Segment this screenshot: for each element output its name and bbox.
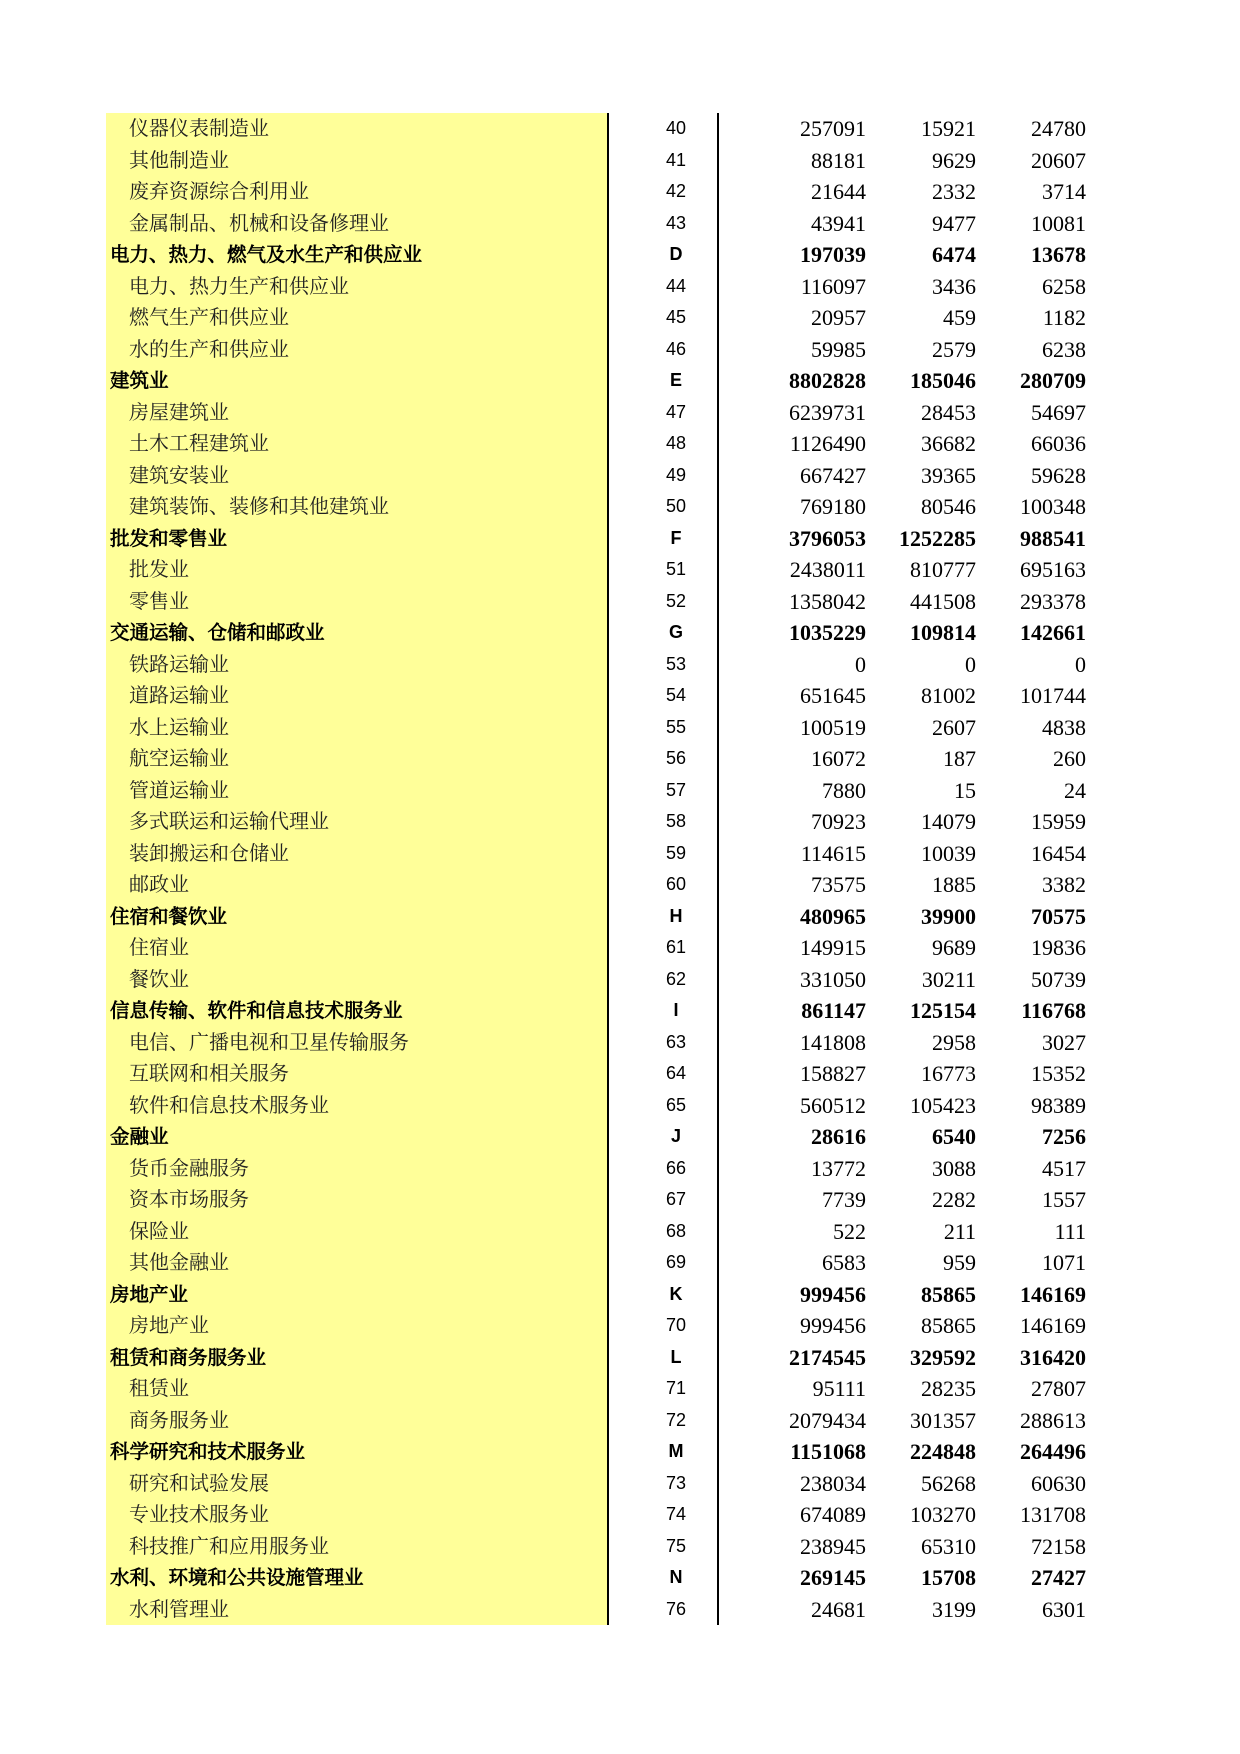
value-col-3-cell: 27807 xyxy=(1031,1376,1086,1401)
industry-name-cell: 商务服务业 xyxy=(129,1407,229,1432)
value-col-2-cell: 39900 xyxy=(921,903,976,929)
industry-code-cell: 58 xyxy=(665,811,687,831)
industry-name-cell: 租赁业 xyxy=(129,1376,189,1400)
value-col-2-cell: 2607 xyxy=(932,714,976,740)
table-row xyxy=(106,806,1106,838)
industry-name-cell: 房屋建筑业 xyxy=(129,399,229,424)
value-col-1-cell: 0 xyxy=(855,651,866,677)
industry-code-cell: 41 xyxy=(665,149,687,170)
value-col-2-cell: 16773 xyxy=(921,1061,976,1086)
industry-name-cell: 土木工程建筑业 xyxy=(129,431,269,455)
industry-name-cell: 住宿和餐饮业 xyxy=(110,904,228,928)
industry-name-cell: 房地产业 xyxy=(129,1313,209,1337)
industry-code-cell: 71 xyxy=(665,1378,687,1398)
industry-name-cell: 电信、广播电视和卫星传输服务 xyxy=(129,1029,409,1054)
industry-name-cell: 科技推广和应用服务业 xyxy=(129,1533,329,1558)
industry-name-cell: 电力、热力生产和供应业 xyxy=(129,273,349,298)
value-col-2-cell: 224848 xyxy=(910,1439,976,1464)
value-col-3-cell: 54697 xyxy=(1031,399,1086,425)
industry-name-cell: 货币金融服务 xyxy=(129,1155,249,1180)
industry-name-cell: 批发和零售业 xyxy=(110,526,228,550)
value-col-3-cell: 6301 xyxy=(1042,1596,1086,1622)
table-row xyxy=(106,743,1106,775)
value-col-2-cell: 85865 xyxy=(921,1313,976,1338)
category-row xyxy=(106,1436,1106,1468)
value-col-3-cell: 131708 xyxy=(1020,1502,1086,1527)
value-col-1-cell: 480965 xyxy=(800,903,866,929)
value-col-3-cell: 0 xyxy=(1075,651,1086,677)
value-col-3-cell: 7256 xyxy=(1042,1124,1086,1149)
table-row xyxy=(106,712,1106,744)
value-col-3-cell: 142661 xyxy=(1020,620,1086,645)
industry-name-cell: 邮政业 xyxy=(129,872,189,896)
industry-name-cell: 互联网和相关服务 xyxy=(129,1061,289,1085)
table-row xyxy=(106,649,1106,681)
industry-code-cell: 65 xyxy=(665,1094,687,1115)
value-col-1-cell: 116097 xyxy=(800,273,866,299)
industry-code-cell: 62 xyxy=(665,968,687,989)
industry-name-cell: 道路运输业 xyxy=(129,683,229,707)
value-col-1-cell: 257091 xyxy=(800,116,866,141)
industry-code-cell: 44 xyxy=(665,275,687,296)
industry-code-cell: L xyxy=(670,1346,682,1367)
table-row xyxy=(106,1153,1106,1185)
value-col-2-cell: 2579 xyxy=(932,336,976,362)
industry-code-cell: 48 xyxy=(665,433,687,453)
table-row xyxy=(106,1499,1106,1531)
value-col-1-cell: 1358042 xyxy=(789,588,866,614)
industry-code-cell: 74 xyxy=(665,1504,687,1524)
industry-code-cell: 43 xyxy=(665,212,687,233)
industry-name-cell: 管道运输业 xyxy=(129,777,229,802)
value-col-1-cell: 999456 xyxy=(800,1281,866,1307)
value-col-2-cell: 2282 xyxy=(932,1187,976,1212)
table-row xyxy=(106,491,1106,523)
value-col-3-cell: 60630 xyxy=(1031,1470,1086,1496)
industry-name-cell: 房地产业 xyxy=(110,1282,189,1306)
category-row xyxy=(106,1342,1106,1374)
value-col-1-cell: 238034 xyxy=(800,1470,866,1496)
table-row xyxy=(106,302,1106,334)
industry-code-cell: N xyxy=(669,1567,683,1587)
table-row xyxy=(106,1090,1106,1122)
table-row xyxy=(106,176,1106,208)
value-col-2-cell: 9689 xyxy=(932,935,976,960)
value-col-2-cell: 65310 xyxy=(921,1533,976,1559)
value-col-3-cell: 24 xyxy=(1064,777,1086,803)
value-col-2-cell: 6474 xyxy=(932,242,976,267)
industry-name-cell: 燃气生产和供应业 xyxy=(129,305,289,329)
industry-name-cell: 科学研究和技术服务业 xyxy=(110,1440,306,1463)
category-row xyxy=(106,901,1106,933)
value-col-2-cell: 39365 xyxy=(921,462,976,488)
value-col-1-cell: 70923 xyxy=(811,809,866,834)
value-col-1-cell: 2174545 xyxy=(789,1344,866,1370)
value-col-1-cell: 667427 xyxy=(800,462,866,488)
table-row xyxy=(106,1184,1106,1216)
industry-code-cell: 49 xyxy=(665,464,687,485)
value-col-3-cell: 59628 xyxy=(1031,462,1086,488)
value-col-1-cell: 13772 xyxy=(811,1155,866,1181)
value-col-2-cell: 459 xyxy=(943,305,976,330)
industry-name-cell: 专业技术服务业 xyxy=(129,1502,269,1526)
value-col-1-cell: 7880 xyxy=(822,777,866,803)
industry-name-cell: 铁路运输业 xyxy=(129,651,229,676)
industry-name-cell: 资本市场服务 xyxy=(129,1187,249,1211)
table-row xyxy=(106,1247,1106,1279)
value-col-1-cell: 6239731 xyxy=(789,399,866,425)
value-col-3-cell: 280709 xyxy=(1020,368,1086,393)
value-col-2-cell: 6540 xyxy=(932,1124,976,1149)
value-col-2-cell: 810777 xyxy=(910,557,976,582)
value-col-3-cell: 98389 xyxy=(1031,1092,1086,1118)
value-col-1-cell: 769180 xyxy=(800,494,866,519)
industry-code-cell: 70 xyxy=(665,1315,687,1335)
industry-name-cell: 研究和试验发展 xyxy=(129,1470,269,1495)
value-col-2-cell: 441508 xyxy=(910,588,976,614)
industry-code-cell: 66 xyxy=(665,1157,687,1178)
table-row xyxy=(106,145,1106,177)
value-col-2-cell: 959 xyxy=(943,1250,976,1275)
value-col-2-cell: 329592 xyxy=(910,1344,976,1370)
industry-name-cell: 仪器仪表制造业 xyxy=(129,116,269,140)
table-row xyxy=(106,271,1106,303)
industry-name-cell: 租赁和商务服务业 xyxy=(110,1345,267,1369)
value-col-3-cell: 16454 xyxy=(1031,840,1086,866)
industry-name-cell: 装卸搬运和仓储业 xyxy=(129,840,289,865)
value-col-2-cell: 80546 xyxy=(921,494,976,519)
value-col-1-cell: 21644 xyxy=(811,179,866,204)
value-col-2-cell: 15921 xyxy=(921,116,976,141)
value-col-1-cell: 1151068 xyxy=(790,1439,866,1464)
value-col-3-cell: 111 xyxy=(1054,1218,1086,1244)
table-row xyxy=(106,1216,1106,1248)
value-col-3-cell: 24780 xyxy=(1031,116,1086,141)
industry-code-cell: 72 xyxy=(665,1409,687,1430)
value-col-1-cell: 100519 xyxy=(800,714,866,740)
industry-name-cell: 信息传输、软件和信息技术服务业 xyxy=(110,999,403,1022)
industry-code-cell: F xyxy=(670,527,682,548)
industry-code-cell: 61 xyxy=(665,937,687,957)
value-col-1-cell: 522 xyxy=(833,1218,866,1244)
value-col-2-cell: 2332 xyxy=(932,179,976,204)
value-col-1-cell: 158827 xyxy=(800,1061,866,1086)
value-col-3-cell: 100348 xyxy=(1020,494,1086,519)
industry-name-cell: 金属制品、机械和设备修理业 xyxy=(129,210,389,235)
table-row xyxy=(106,964,1106,996)
value-col-3-cell: 13678 xyxy=(1031,242,1086,267)
industry-code-cell: 67 xyxy=(665,1189,687,1209)
value-col-2-cell: 9477 xyxy=(932,210,976,236)
category-row xyxy=(106,1279,1106,1311)
value-col-3-cell: 15352 xyxy=(1031,1061,1086,1086)
value-col-3-cell: 72158 xyxy=(1031,1533,1086,1559)
value-col-1-cell: 8802828 xyxy=(789,368,866,393)
industry-name-cell: 水利管理业 xyxy=(129,1596,229,1621)
value-col-1-cell: 43941 xyxy=(811,210,866,236)
value-col-1-cell: 16072 xyxy=(811,746,866,771)
industry-code-cell: M xyxy=(668,1441,684,1461)
industry-code-cell: 54 xyxy=(665,685,687,705)
value-col-3-cell: 260 xyxy=(1053,746,1086,771)
value-col-2-cell: 103270 xyxy=(910,1502,976,1527)
industry-name-cell: 多式联运和运输代理业 xyxy=(129,809,329,833)
table-row xyxy=(106,1310,1106,1342)
value-col-1-cell: 6583 xyxy=(822,1250,866,1275)
value-col-1-cell: 59985 xyxy=(811,336,866,362)
value-col-3-cell: 10081 xyxy=(1031,210,1086,236)
value-col-2-cell: 1885 xyxy=(932,872,976,897)
value-col-1-cell: 95111 xyxy=(812,1376,866,1401)
value-col-3-cell: 293378 xyxy=(1020,588,1086,614)
value-col-2-cell: 85865 xyxy=(921,1281,976,1307)
industry-code-cell: 76 xyxy=(665,1598,687,1619)
value-col-3-cell: 50739 xyxy=(1031,966,1086,992)
value-col-2-cell: 9629 xyxy=(932,147,976,173)
value-col-2-cell: 185046 xyxy=(910,368,976,393)
value-col-3-cell: 116768 xyxy=(1021,998,1086,1023)
industry-name-cell: 水利、环境和公共设施管理业 xyxy=(110,1566,364,1589)
value-col-3-cell: 4838 xyxy=(1042,714,1086,740)
industry-code-cell: G xyxy=(668,622,683,642)
industry-name-cell: 其他金融业 xyxy=(129,1250,229,1274)
table-row xyxy=(106,334,1106,366)
table-row xyxy=(106,1373,1106,1405)
value-col-2-cell: 2958 xyxy=(932,1029,976,1055)
industry-code-cell: 68 xyxy=(665,1220,687,1241)
value-col-3-cell: 695163 xyxy=(1020,557,1086,582)
value-col-2-cell: 301357 xyxy=(910,1407,976,1433)
industry-code-cell: 55 xyxy=(665,716,687,737)
value-col-3-cell: 316420 xyxy=(1020,1344,1086,1370)
industry-name-cell: 住宿业 xyxy=(129,935,189,959)
value-col-1-cell: 88181 xyxy=(811,147,866,173)
industry-code-cell: H xyxy=(669,905,683,926)
value-col-1-cell: 28616 xyxy=(811,1124,866,1149)
industry-name-cell: 建筑装饰、装修和其他建筑业 xyxy=(129,494,389,518)
value-col-3-cell: 1182 xyxy=(1042,305,1086,330)
value-col-2-cell: 15708 xyxy=(921,1565,976,1590)
industry-code-cell: 45 xyxy=(665,307,687,327)
value-col-3-cell: 3027 xyxy=(1042,1029,1086,1055)
value-col-3-cell: 66036 xyxy=(1031,431,1086,456)
industry-name-cell: 建筑安装业 xyxy=(129,462,229,487)
table-row xyxy=(106,680,1106,712)
industry-name-cell: 其他制造业 xyxy=(129,147,229,172)
value-col-2-cell: 14079 xyxy=(921,809,976,834)
industry-code-cell: 52 xyxy=(665,590,687,611)
value-col-1-cell: 7739 xyxy=(822,1187,866,1212)
value-col-1-cell: 114615 xyxy=(800,840,866,866)
value-col-2-cell: 30211 xyxy=(921,966,976,992)
value-col-2-cell: 1252285 xyxy=(899,525,976,551)
value-col-2-cell: 3436 xyxy=(932,273,976,299)
value-col-2-cell: 3088 xyxy=(932,1155,976,1181)
value-col-2-cell: 28235 xyxy=(921,1376,976,1401)
value-col-2-cell: 81002 xyxy=(921,683,976,708)
value-col-2-cell: 15 xyxy=(954,777,976,803)
category-row xyxy=(106,1121,1106,1153)
value-col-1-cell: 238945 xyxy=(800,1533,866,1559)
value-col-3-cell: 19836 xyxy=(1031,935,1086,960)
category-row xyxy=(106,995,1106,1027)
value-col-3-cell: 146169 xyxy=(1020,1313,1086,1338)
industry-code-cell: 75 xyxy=(665,1535,687,1556)
value-col-3-cell: 264496 xyxy=(1020,1439,1086,1464)
table-row xyxy=(106,397,1106,429)
value-col-3-cell: 15959 xyxy=(1031,809,1086,834)
value-col-3-cell: 3382 xyxy=(1042,872,1086,897)
value-col-2-cell: 187 xyxy=(943,746,976,771)
category-row xyxy=(106,617,1106,649)
industry-name-cell: 电力、热力、燃气及水生产和供应业 xyxy=(110,243,423,266)
table-row xyxy=(106,460,1106,492)
value-col-1-cell: 20957 xyxy=(811,305,866,330)
industry-code-cell: K xyxy=(669,1283,683,1304)
table-row xyxy=(106,1594,1106,1626)
industry-code-cell: J xyxy=(670,1126,681,1146)
table-row xyxy=(106,775,1106,807)
value-col-3-cell: 6258 xyxy=(1042,273,1086,299)
value-col-2-cell: 105423 xyxy=(910,1092,976,1118)
industry-code-cell: 46 xyxy=(665,338,687,359)
industry-code-cell: D xyxy=(669,244,683,264)
industry-code-cell: E xyxy=(669,370,682,390)
industry-code-cell: 69 xyxy=(665,1252,687,1272)
industry-code-cell: 59 xyxy=(665,842,687,863)
industry-code-cell: 50 xyxy=(665,496,687,516)
value-col-2-cell: 36682 xyxy=(921,431,976,456)
value-col-3-cell: 146169 xyxy=(1020,1281,1086,1307)
table-row xyxy=(106,1468,1106,1500)
table-row xyxy=(106,1405,1106,1437)
value-col-1-cell: 560512 xyxy=(800,1092,866,1118)
value-col-2-cell: 28453 xyxy=(921,399,976,425)
industry-name-cell: 航空运输业 xyxy=(129,746,229,770)
table-row xyxy=(106,428,1106,460)
value-col-2-cell: 56268 xyxy=(921,1470,976,1496)
table-row xyxy=(106,208,1106,240)
industry-name-cell: 餐饮业 xyxy=(129,966,189,991)
industry-name-cell: 批发业 xyxy=(129,557,189,581)
value-col-1-cell: 141808 xyxy=(800,1029,866,1055)
industry-name-cell: 废弃资源综合利用业 xyxy=(129,179,309,203)
industry-code-cell: 60 xyxy=(665,874,687,894)
table-row xyxy=(106,1027,1106,1059)
industry-code-cell: 73 xyxy=(665,1472,687,1493)
industry-name-cell: 水上运输业 xyxy=(129,714,229,739)
industry-code-cell: 40 xyxy=(665,118,687,138)
industry-name-cell: 建筑业 xyxy=(110,369,169,392)
category-row xyxy=(106,365,1106,397)
industry-code-cell: 53 xyxy=(665,653,687,674)
value-col-3-cell: 101744 xyxy=(1020,683,1086,708)
table-row xyxy=(106,554,1106,586)
category-row xyxy=(106,1562,1106,1594)
table-row xyxy=(106,586,1106,618)
category-row xyxy=(106,239,1106,271)
industry-code-cell: 51 xyxy=(665,559,687,579)
value-col-2-cell: 109814 xyxy=(910,620,976,645)
industry-name-cell: 金融业 xyxy=(110,1125,169,1148)
industry-name-cell: 零售业 xyxy=(129,588,189,613)
industry-code-cell: 57 xyxy=(665,779,687,800)
category-row xyxy=(106,523,1106,555)
industry-name-cell: 水的生产和供应业 xyxy=(129,336,289,361)
industry-code-cell: 56 xyxy=(665,748,687,768)
value-col-3-cell: 1557 xyxy=(1042,1187,1086,1212)
value-col-1-cell: 24681 xyxy=(811,1596,866,1622)
table-row xyxy=(106,869,1106,901)
value-col-2-cell: 125154 xyxy=(910,998,976,1023)
value-col-3-cell: 70575 xyxy=(1031,903,1086,929)
value-col-3-cell: 3714 xyxy=(1042,179,1086,204)
table-row xyxy=(106,932,1106,964)
value-col-1-cell: 331050 xyxy=(800,966,866,992)
value-col-3-cell: 6238 xyxy=(1042,336,1086,362)
industry-name-cell: 保险业 xyxy=(129,1218,189,1243)
value-col-2-cell: 211 xyxy=(943,1218,976,1244)
value-col-2-cell: 10039 xyxy=(921,840,976,866)
value-col-1-cell: 197039 xyxy=(800,242,866,267)
value-col-2-cell: 3199 xyxy=(932,1596,976,1622)
value-col-1-cell: 149915 xyxy=(800,935,866,960)
industry-code-cell: I xyxy=(673,1000,679,1020)
table-row xyxy=(106,1531,1106,1563)
value-col-3-cell: 27427 xyxy=(1031,1565,1086,1590)
value-col-1-cell: 1035229 xyxy=(789,620,866,645)
industry-name-cell: 软件和信息技术服务业 xyxy=(129,1092,329,1117)
value-col-1-cell: 651645 xyxy=(800,683,866,708)
value-col-1-cell: 1126490 xyxy=(789,431,866,456)
value-col-1-cell: 2079434 xyxy=(789,1407,866,1433)
value-col-3-cell: 1071 xyxy=(1042,1250,1086,1275)
table-row xyxy=(106,113,1106,145)
value-col-3-cell: 4517 xyxy=(1042,1155,1086,1181)
value-col-2-cell: 0 xyxy=(965,651,976,677)
table-row xyxy=(106,838,1106,870)
value-col-1-cell: 3796053 xyxy=(789,525,866,551)
value-col-3-cell: 988541 xyxy=(1020,525,1086,551)
value-col-1-cell: 861147 xyxy=(801,998,866,1023)
value-col-1-cell: 269145 xyxy=(800,1565,866,1590)
industry-code-cell: 64 xyxy=(665,1063,687,1083)
value-col-1-cell: 674089 xyxy=(800,1502,866,1527)
industry-name-cell: 交通运输、仓储和邮政业 xyxy=(110,621,325,644)
value-col-1-cell: 999456 xyxy=(800,1313,866,1338)
table-row xyxy=(106,1058,1106,1090)
industry-code-cell: 47 xyxy=(665,401,687,422)
industry-code-cell: 63 xyxy=(665,1031,687,1052)
value-col-3-cell: 20607 xyxy=(1031,147,1086,173)
value-col-3-cell: 288613 xyxy=(1020,1407,1086,1433)
value-col-1-cell: 73575 xyxy=(811,872,866,897)
value-col-1-cell: 2438011 xyxy=(789,557,866,582)
industry-code-cell: 42 xyxy=(665,181,687,201)
